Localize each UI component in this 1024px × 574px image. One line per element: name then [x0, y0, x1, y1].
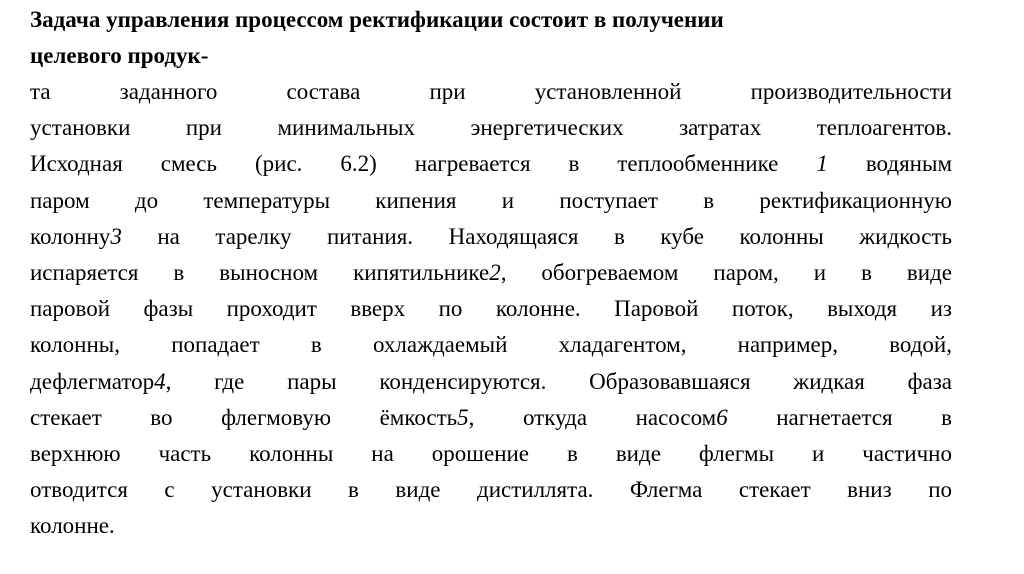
- body-line: [30, 255, 952, 291]
- body-text-run: , где пары конденсируются. Образовавшаяся жидкая фаза: [165, 368, 952, 394]
- body-text-run: нагнетается в: [727, 404, 952, 430]
- body-text-run: испаряется в выносном кипятильнике: [30, 260, 490, 286]
- body-text-run: установки при минимальных энергетических затратах теплоагентов.: [30, 115, 952, 141]
- body-text-run: на тарелку питания. Находящаяся в кубе колонны жидкость: [121, 223, 952, 249]
- body-line: [30, 183, 952, 219]
- figure-reference-number: 2: [489, 260, 501, 286]
- body-text-run: дефлегматор: [30, 368, 155, 394]
- body-text: [30, 74, 952, 545]
- body-text-run: , обогреваемом паром, и в виде: [500, 260, 952, 286]
- body-line: [30, 110, 952, 146]
- body-line: [30, 291, 952, 327]
- body-text-run: колонны, попадает в охлаждаемый хладагентом, например, водой,: [30, 332, 952, 358]
- body-text-run: паром до температуры кипения и поступает в ректификационную: [30, 187, 952, 213]
- title-line-2: целевого продук-: [30, 43, 209, 68]
- body-line: [30, 436, 952, 472]
- body-line: [30, 472, 952, 508]
- body-line: [30, 146, 952, 182]
- title-line-1: Задача управления процессом ректификации состоит в получении: [30, 7, 724, 32]
- figure-reference-number: 5: [457, 404, 469, 430]
- body-text-run: отводится с установки в виде дистиллята. Флегма стекает вниз по: [30, 477, 952, 503]
- body-line: [30, 400, 952, 436]
- figure-reference-number: 3: [110, 223, 122, 249]
- body-text-run: та заданного состава при установленной производительности: [30, 79, 952, 104]
- body-text-run: водяным: [827, 151, 952, 177]
- body-line: [30, 508, 952, 544]
- body-text-run: стекает во флегмовую ёмкость: [30, 404, 458, 430]
- body-text-run: , откуда насосом: [468, 404, 717, 430]
- body-text-run: Исходная смесь (рис. 6.2) нагревается в теплообменнике: [30, 151, 817, 177]
- body-text-run: колонне.: [30, 513, 115, 539]
- body-line: [30, 219, 952, 255]
- body-line: [30, 74, 952, 110]
- figure-reference-number: 1: [816, 151, 828, 177]
- body-line: [30, 364, 952, 400]
- body-line: [30, 327, 952, 363]
- document-page: [30, 2, 952, 545]
- figure-reference-number: 6: [716, 404, 728, 430]
- body-text-run: колонну: [30, 223, 111, 249]
- document-title: [30, 2, 952, 74]
- figure-reference-number: 4: [154, 368, 166, 394]
- body-text-run: верхнюю часть колонны на орошение в виде флегмы и частично: [30, 441, 952, 467]
- body-text-run: паровой фазы проходит вверх по колонне. Паровой поток, выходя из: [30, 296, 952, 322]
